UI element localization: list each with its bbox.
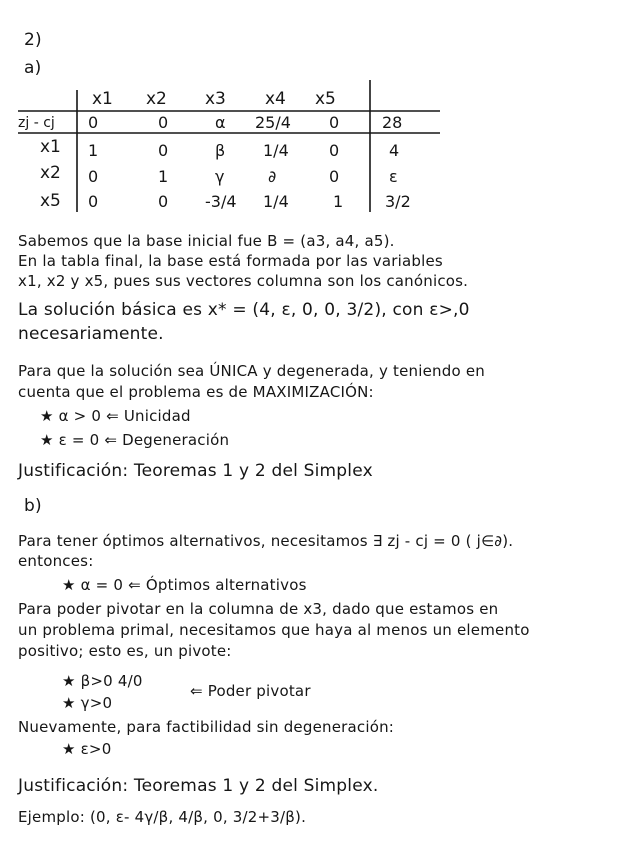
part-b-label: b): [24, 496, 42, 516]
table-cell: 0: [158, 192, 169, 211]
condition-line: ★ α = 0 ⇐ Óptimos alternativos: [62, 576, 307, 594]
zrow-rhs: 28: [382, 113, 403, 132]
table-rhs: 4: [389, 141, 400, 160]
zrow-cell: 0: [88, 113, 99, 132]
table-cell: 1/4: [263, 141, 289, 160]
condition-line: ★ γ>0: [62, 694, 113, 712]
condition-note: ⇐ Poder pivotar: [190, 682, 311, 700]
condition-line: ★ β>0 4/0: [62, 672, 143, 690]
table-cell: ∂: [268, 167, 277, 186]
zrow-label: zj - cj: [18, 115, 55, 131]
header-x1: x1: [92, 89, 113, 109]
text-line: La solución básica es x* = (4, ε, 0, 0, 3/2), con ε>,0: [18, 300, 470, 320]
table-rhs: 3/2: [385, 192, 411, 211]
table-cell: 0: [329, 141, 340, 160]
table-cell: 0: [329, 167, 340, 186]
table-cell: 1: [333, 192, 344, 211]
row-label: x1: [40, 137, 61, 157]
text-line: positivo; esto es, un pivote:: [18, 642, 232, 660]
header-x5: x5: [315, 89, 336, 109]
text-line: Para poder pivotar en la columna de x3, dado que estamos en: [18, 600, 499, 618]
condition-line: ★ α > 0 ⇐ Unicidad: [40, 407, 191, 425]
condition-line: ★ ε>0: [62, 740, 112, 758]
example-line: Ejemplo: (0, ε- 4γ/β, 4/β, 0, 3/2+3/β).: [18, 808, 307, 826]
text-line: Nuevamente, para factibilidad sin degeneración:: [18, 718, 395, 736]
justification-line: Justificación: Teoremas 1 y 2 del Simplex.: [18, 776, 379, 796]
text-line: Para tener óptimos alternativos, necesitamos ∃ zj - cj = 0 ( j∈∂).: [18, 532, 514, 550]
table-cell: 0: [158, 141, 169, 160]
table-cell: -3/4: [205, 192, 237, 211]
text-line: En la tabla final, la base está formada por las variables: [18, 252, 443, 270]
zrow-cell: 25/4: [255, 113, 291, 132]
table-cell: 1: [88, 141, 99, 160]
row-label: x2: [40, 163, 61, 183]
text-line: entonces:: [18, 552, 94, 570]
text-line: Sabemos que la base inicial fue B = (a3, a4, a5).: [18, 232, 395, 250]
row-label: x5: [40, 191, 61, 211]
text-line: x1, x2 y x5, pues sus vectores columna son los canónicos.: [18, 272, 469, 290]
table-cell: 0: [88, 167, 99, 186]
header-x2: x2: [146, 89, 167, 109]
text-line: necesariamente.: [18, 324, 164, 344]
table-cell: 0: [88, 192, 99, 211]
part-a-label: a): [24, 58, 42, 78]
table-cell: β: [215, 141, 226, 160]
simplex-table: [0, 0, 626, 220]
text-line: cuenta que el problema es de MAXIMIZACIÓN:: [18, 383, 374, 401]
table-cell: 1: [158, 167, 169, 186]
table-cell: 1/4: [263, 192, 289, 211]
table-cell: γ: [215, 167, 225, 186]
zrow-cell: α: [215, 113, 226, 132]
header-x3: x3: [205, 89, 226, 109]
text-line: Para que la solución sea ÚNICA y degenerada, y teniendo en: [18, 362, 485, 380]
section-number: 2): [24, 30, 42, 50]
zrow-cell: 0: [158, 113, 169, 132]
header-x4: x4: [265, 89, 286, 109]
table-rhs: ε: [389, 167, 398, 186]
condition-line: ★ ε = 0 ⇐ Degeneración: [40, 431, 230, 449]
zrow-cell: 0: [329, 113, 340, 132]
text-line: un problema primal, necesitamos que haya al menos un elemento: [18, 621, 530, 639]
justification-line: Justificación: Teoremas 1 y 2 del Simplex: [18, 461, 373, 481]
